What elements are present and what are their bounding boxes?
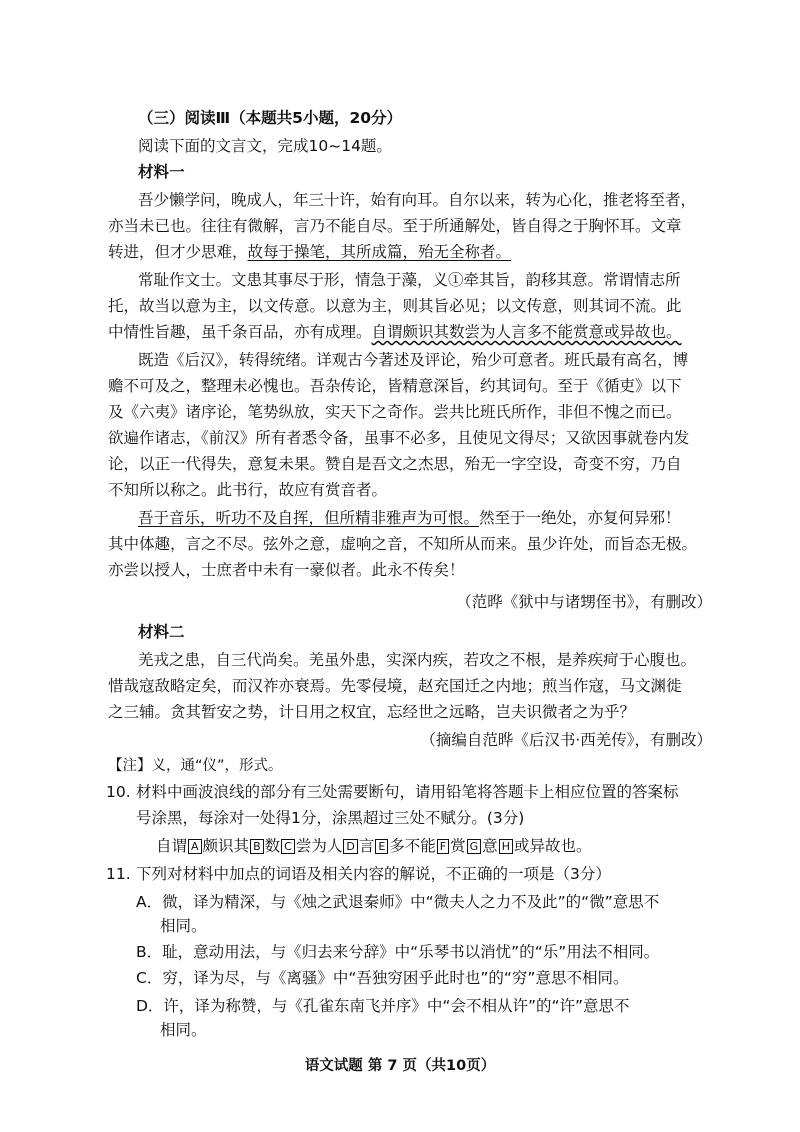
m1-p3-line6: 不知所以称之。此书行，故应有赏音者。 <box>108 481 388 499</box>
answer-box-f[interactable]: F <box>437 839 449 854</box>
material1-source: （范晔《狱中与诸甥侄书》，有删改） <box>456 593 712 611</box>
q11-option-a: A．微，译为精深，与《烛之武退秦师》中“微夫人之力不及此”的“微”意思不 <box>136 893 660 911</box>
q11-option-d: D．许，译为称赞，与《孔雀东南飞并序》中“会不相从许”的“许”意思不 <box>136 997 630 1015</box>
m2-p1-line1: 羌戎之患，自三代尚矣。羌虽外患，实深内疾，若攻之不根，是养疾疴于心腹也。 <box>138 651 697 669</box>
q11-option-b: B．耻，意动用法，与《归去来兮辞》中“乐琴书以消忧”的“乐”用法不相同。 <box>136 943 660 961</box>
m1-p3-line4: 欲遍作诸志，《前汉》所有者悉令备，虽事不必多，且使见文得尽；又欲因事就卷内发 <box>108 429 690 447</box>
note: 【注】义，通“仪”，形式。 <box>108 758 283 774</box>
m1-p1-line1: 吾少懒学问，晚成人，年三十许，始有向耳。自尔以来，转为心化，推老将至者， <box>138 191 697 209</box>
answer-box-g[interactable]: G <box>467 839 482 854</box>
m1-p4-line2: 其中体趣，言之不尽。弦外之意，虚响之音，不知所从而来。虽少许处，而旨态无极。 <box>108 535 698 553</box>
m1-p3-line3: 及《六夷》诸序论，笔势纵放，实天下之奇作。尝共比班氏所作，非但不愧之而已。 <box>108 403 682 421</box>
q11-stem: 下列对材料中加点的词语及相关内容的解说，不正确的一项是（3分） <box>136 865 611 883</box>
m2-p1-line2: 惜哉寇敌略定矣，而汉祚亦衰焉。先零侵境，赵充国迁之内地；煎当作寇，马文渊徙 <box>108 677 682 695</box>
m1-p1-line2: 亦当未已也。往往有微解，言乃不能自尽。至于所通解处，皆自得之于胸怀耳。文章 <box>108 217 682 235</box>
q10-answer-row: 自谓 A 颇识其 B 数 C 尝为人 D 言 E 多不能 F 赏 G 意 H 或异故也。 <box>156 837 592 855</box>
m1-p2-line1: 常耻作文士。文患其事尽于形，情急于藻，义①牵其旨，韵移其意。常谓情志所 <box>138 271 681 289</box>
wavy-sentence: 自谓颇识其数尝为人言多不能赏意或异故也。 <box>371 323 682 341</box>
m2-p1-line3: 之三辅。贪其暂安之势，计日用之权宜，忘经世之远略，岂夫识微者之为乎？ <box>108 703 636 721</box>
material1-label: 材料一 <box>138 163 185 181</box>
answer-box-h[interactable]: H <box>499 839 513 854</box>
section-instruction: 阅读下面的文言文，完成10~14题。 <box>138 137 392 155</box>
answer-box-b[interactable]: B <box>250 839 264 854</box>
m1-p1-line3: 转进，但才少思难，故每于操笔，其所成篇，殆无全称者。 <box>108 243 512 261</box>
material2-source: （摘编自范晔《后汉书·西羌传》，有删改） <box>420 731 712 749</box>
underlined-sentence-2: 吾于音乐，听功不及自挥，但所精非雅声为可恨。 <box>138 509 480 527</box>
q10-stem-line1: 材料中画波浪线的部分有三处需要断句，请用铅笔将答题卡上相应位置的答案标 <box>136 783 679 801</box>
underlined-sentence-1: 故每于操笔，其所成篇，殆无全称者。 <box>247 243 512 261</box>
page-footer: 语文试题 第 7 页（共10页） <box>304 1058 496 1074</box>
m1-p3-line1: 既造《后汉》，转得统绪。详观古今著述及评论，殆少可意者。班氏最有高名，博 <box>138 351 689 369</box>
q11-option-a-cont: 相同。 <box>160 917 207 935</box>
answer-box-c[interactable]: C <box>281 839 295 854</box>
q11-option-c: C．穷，译为尽，与《离骚》中“吾独穷困乎此时也”的“穷”意思不相同。 <box>136 969 629 987</box>
m1-p4-line3: 亦尝以授人，士庶者中未有一豪似者。此永不传矣！ <box>108 561 465 579</box>
m1-p2-line3: 中情性旨趣，虽千条百品，亦有成理。自谓颇识其数尝为人言多不能赏意或异故也。 <box>108 323 682 341</box>
material2-label: 材料二 <box>138 623 185 641</box>
q11-option-d-cont: 相同。 <box>160 1021 207 1039</box>
q10-number: 10. <box>106 783 131 801</box>
answer-box-a[interactable]: A <box>188 839 202 854</box>
answer-box-d[interactable]: D <box>343 839 357 854</box>
m1-p2-line2: 托，故当以意为主，以文传意。以意为主，则其旨必见；以文传意，则其词不流。此 <box>108 297 682 315</box>
section-title: （三）阅读Ⅲ（本题共5小题，20分） <box>138 109 403 127</box>
m1-p3-line5: 论，以正一代得失，意复未果。赞自是吾文之杰思，殆无一字空设，奇变不穷，乃自 <box>108 455 682 473</box>
m1-p4-line1: 吾于音乐，听功不及自挥，但所精非雅声为可恨。然至于一绝处，亦复何异邪！ <box>138 509 681 527</box>
q10-stem-line2: 号涂黑，每涂对一处得1分，涂黑超过三处不赋分。(3分) <box>136 809 525 827</box>
q11-number: 11. <box>106 865 131 883</box>
m1-p3-line2: 赡不可及之，整理未必愧也。吾杂传论，皆精意深旨，约其词句。至于《循吏》以下 <box>108 377 682 395</box>
answer-box-e[interactable]: E <box>375 839 388 854</box>
